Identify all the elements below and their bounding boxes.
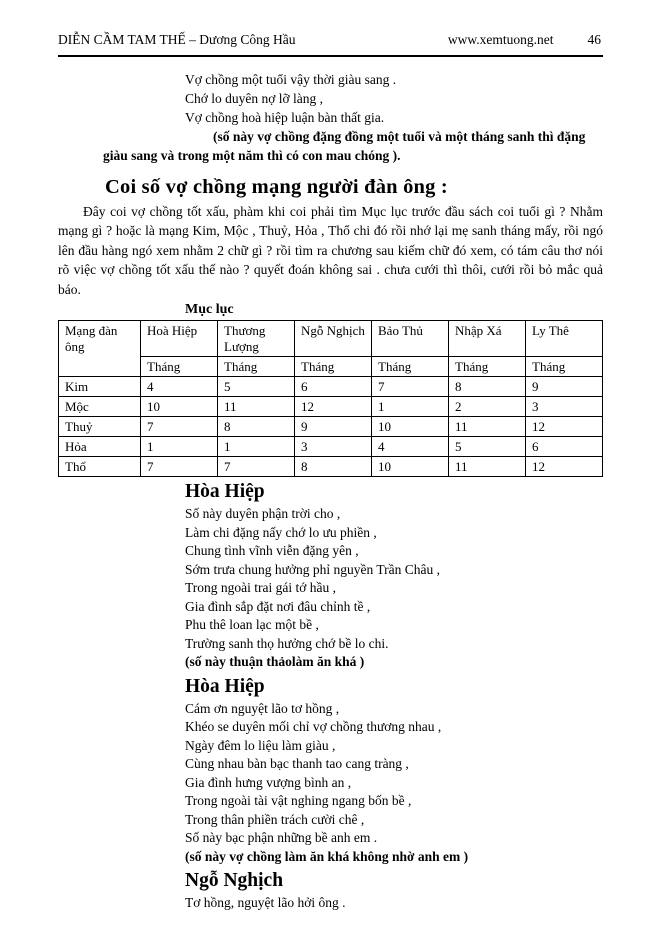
month-cell: 5 (218, 377, 295, 397)
website-url: www.xemtuong.net (447, 32, 554, 47)
column-header: Thương Lượng (218, 321, 295, 357)
verse-line: Gia đình sắp đặt nơi đâu chỉnh tề , (185, 598, 371, 614)
verse-line: Tơ hồng, nguyệt lão hởi ông . (185, 895, 346, 911)
column-header: Ly Thê (526, 321, 603, 357)
month-subheader: Tháng (218, 357, 295, 377)
verse-line: Sớm trưa chung hưởng phỉ nguyền Trần Châu , (185, 561, 441, 577)
page-number: 46 (587, 32, 601, 47)
row-label: Hỏa (59, 437, 141, 457)
verse-section-title: Ngỗ Nghịch (185, 870, 284, 892)
verse-section (58, 481, 603, 672)
intro-verse-note: (số này vợ chồng đặng đồng một tuổi và một tháng sanh thì đặng giàu sang và trong một năm thì có con mau chóng ). (103, 129, 586, 163)
month-cell: 10 (372, 457, 449, 477)
month-cell: 8 (449, 377, 526, 397)
verse-line: Làm chi đặng nấy chớ lo ưu phiền , (185, 524, 377, 540)
month-subheader: Tháng (295, 357, 372, 377)
table-row (59, 397, 603, 417)
verse-line: Khéo se duyên mối chỉ vợ chồng thương nhau , (185, 719, 442, 735)
row-label: Thuỷ (59, 417, 141, 437)
month-cell: 7 (218, 457, 295, 477)
verse-line: Ngày đêm lo liệu làm giàu , (185, 737, 336, 753)
header-rule (58, 55, 603, 57)
month-cell: 8 (295, 457, 372, 477)
intro-verse-block (185, 70, 603, 127)
verse-line: Số này duyên phận trời cho , (185, 506, 341, 522)
verse-note: (số này thuận thảolàm ăn khá ) (185, 654, 365, 670)
month-subheader: Tháng (141, 357, 218, 377)
verse-section-title: Hòa Hiệp (185, 675, 265, 697)
month-cell: 10 (141, 397, 218, 417)
verse-section (58, 676, 603, 867)
table-row (59, 437, 603, 457)
table-row (59, 377, 603, 397)
column-header: Ngỗ Nghịch (295, 321, 372, 357)
month-cell: 12 (295, 397, 372, 417)
months-table (58, 320, 603, 477)
month-cell: 5 (449, 437, 526, 457)
verse-line: Trong ngoài tài vật nghing ngang bốn bề , (185, 793, 412, 809)
verse-line: Số này bạc phận những bề anh em . (185, 830, 378, 846)
month-cell: 11 (449, 457, 526, 477)
month-cell: 6 (526, 437, 603, 457)
month-cell: 12 (526, 417, 603, 437)
month-cell: 1 (141, 437, 218, 457)
verse-note: (số này vợ chồng làm ăn khá không nhờ anh em ) (185, 848, 469, 864)
month-cell: 12 (526, 457, 603, 477)
verse-section-title: Hòa Hiệp (185, 481, 265, 503)
verse-line: Trong ngoài trai gái tớ hầu , (185, 580, 336, 596)
column-header: Nhập Xá (449, 321, 526, 357)
row-label: Thổ (59, 457, 141, 477)
month-cell: 8 (218, 417, 295, 437)
verse-line: Chung tình vĩnh viễn đặng yên , (185, 543, 359, 559)
month-cell: 4 (141, 377, 218, 397)
column-header: Hoà Hiệp (141, 321, 218, 357)
month-cell: 9 (295, 417, 372, 437)
month-cell: 6 (295, 377, 372, 397)
table-row (59, 457, 603, 477)
verse-line: Cùng nhau bàn bạc thanh tao cang tràng , (185, 756, 409, 772)
row-label: Mộc (59, 397, 141, 417)
verse-section (58, 870, 603, 913)
page-header (58, 32, 603, 48)
month-cell: 7 (141, 417, 218, 437)
month-cell: 4 (372, 437, 449, 457)
verse-line: Phu thê loan lạc một bề , (185, 617, 319, 633)
month-cell: 2 (449, 397, 526, 417)
verse-line: Cám ơn nguyệt lão tơ hồng , (185, 700, 340, 716)
table-corner-header: Mạng đàn ông (59, 321, 141, 377)
header-title: DIỄN CẦM TAM THẾ – Dương Công Hầu (58, 32, 296, 47)
month-subheader: Tháng (449, 357, 526, 377)
verse-line: Trong thân phiền trách cười chê , (185, 811, 365, 827)
intro-paragraph: Đây coi vợ chồng tốt xấu, phàm khi coi phải tìm Mục lục trước đầu sách coi tuổi gì ? Nhằm mạng gì ? hoặc là mạng Kim, Mộc , Thuỷ, Hỏa , Thổ chi đó rồi nhớ lại mẹ sanh tháng mấy, rồi ngó lên đầu hàng ngó xem nhằm 2 chữ gì ? rồi tìm ra chương sau kiếm chữ đó xem, có tám câu thơ nói rõ việc vợ chồng tốt xấu thế nào ? quyết đoán không sai . chưa cưới thì thôi, cưới rồi bỏ mắc quả báo. (58, 204, 603, 297)
month-cell: 1 (218, 437, 295, 457)
month-cell: 3 (526, 397, 603, 417)
verse-line: Gia đình hưng vượng bình an , (185, 774, 352, 790)
table-caption: Mục lục (185, 302, 234, 318)
month-cell: 7 (141, 457, 218, 477)
verse-line: Trường sanh thọ hưởng chớ bề lo chi. (185, 635, 389, 651)
month-cell: 1 (372, 397, 449, 417)
table-row (59, 417, 603, 437)
month-cell: 10 (372, 417, 449, 437)
intro-verse-line: Chớ lo duyên nợ lỡ làng , (185, 91, 324, 106)
month-cell: 9 (526, 377, 603, 397)
row-label: Kim (59, 377, 141, 397)
section-main-heading: Coi số vợ chồng mạng người đàn ông : (105, 176, 448, 198)
month-subheader: Tháng (372, 357, 449, 377)
intro-verse-line: Vợ chồng một tuổi vậy thời giàu sang . (185, 72, 397, 87)
month-cell: 11 (218, 397, 295, 417)
month-cell: 3 (295, 437, 372, 457)
column-header: Bảo Thủ (372, 321, 449, 357)
intro-verse-line: Vợ chồng hoà hiệp luận bàn thất gia. (185, 110, 385, 125)
month-cell: 11 (449, 417, 526, 437)
month-subheader: Tháng (526, 357, 603, 377)
month-cell: 7 (372, 377, 449, 397)
